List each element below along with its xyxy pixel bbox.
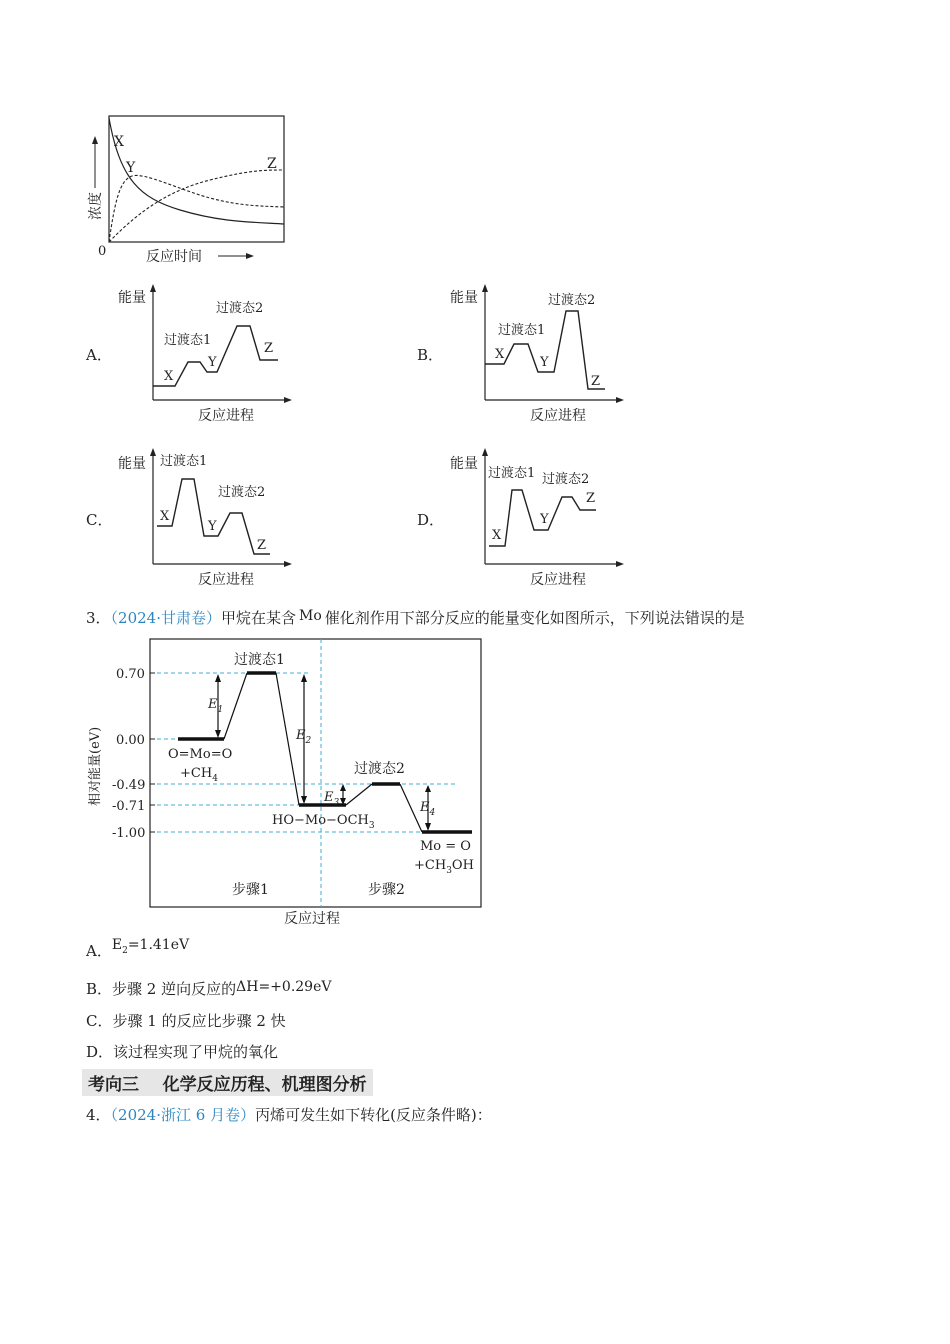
x-arrow-head <box>246 253 254 259</box>
label-x: X <box>114 134 124 150</box>
rise-ts1 <box>224 673 247 739</box>
mo-symbol: Mo <box>299 608 322 624</box>
product-label-2: $+CH_3OH$ <box>414 858 474 876</box>
relative-energy-chart <box>84 636 484 928</box>
option-letter: C． <box>86 1012 113 1030</box>
y-arrow-head <box>150 284 156 292</box>
question-text: 丙烯可发生如下转化(反应条件略)： <box>255 1106 492 1124</box>
arrow-e3-up <box>340 784 346 791</box>
curve-x <box>109 118 284 224</box>
tick-label-000: 0.00 <box>116 733 145 748</box>
option-b-letter: B． <box>417 346 444 364</box>
ts1-label: 过渡态1 <box>164 333 212 348</box>
option-d-diagram <box>442 446 642 591</box>
option-letter: D． <box>86 1043 114 1061</box>
label-e1: $E_1$ <box>208 697 224 715</box>
section-header: 考向三 化学反应历程、机理图分析 <box>82 1069 373 1096</box>
option-text: 步骤 2 逆向反应的 <box>112 980 237 998</box>
label-z: Z <box>586 491 596 506</box>
option-letter: A． <box>86 942 112 960</box>
ts2-label: 过渡态2 <box>354 761 405 777</box>
fall-product <box>400 784 422 832</box>
tick-label-100: -1.00 <box>112 826 146 841</box>
option-formula: $E_2=1.41eV$ <box>111 937 190 956</box>
step1-label: 步骤1 <box>232 882 269 898</box>
label-z: Z <box>264 341 274 356</box>
option-d-letter: D． <box>417 511 445 529</box>
question-text-a: 甲烷在某含 <box>221 609 297 627</box>
q3-option-c <box>86 1010 286 1031</box>
question-text-b: 催化剂作用下部分反应的能量变化如图所示，下列说法错误的是 <box>324 609 745 627</box>
option-b-diagram <box>442 282 642 427</box>
question-source: （2024·浙江 6 月卷） <box>110 1106 256 1124</box>
y-axis-label: 能量 <box>118 456 146 472</box>
label-z: Z <box>257 538 267 553</box>
x-axis-label: 反应进程 <box>198 572 254 588</box>
ts2-label: 过渡态2 <box>542 472 590 487</box>
q3-option-b <box>86 978 331 999</box>
label-x: X <box>492 528 502 543</box>
question-number: 4． <box>86 1106 111 1124</box>
tick-label-071: -0.71 <box>112 799 146 814</box>
x-arrow-head <box>284 561 292 567</box>
label-y: Y <box>126 160 136 176</box>
arrow-e1-down <box>215 730 221 738</box>
label-z: Z <box>267 156 277 172</box>
rise-ts2 <box>346 784 372 805</box>
y-arrow-head <box>92 136 98 144</box>
question-3 <box>86 607 745 628</box>
option-c-letter: C． <box>86 511 113 529</box>
x-arrow-head <box>284 397 292 403</box>
question-source: （2024·甘肃卷） <box>110 609 221 627</box>
label-e4: $E_4$ <box>420 800 436 818</box>
q3-option-d <box>86 1041 278 1062</box>
label-y: Y <box>208 519 217 534</box>
x-axis-label: 反应进程 <box>198 408 254 424</box>
origin-label: 0 <box>98 244 107 259</box>
label-x: X <box>495 347 505 362</box>
ts2-label: 过渡态2 <box>548 293 596 308</box>
option-text: 步骤 1 的反应比步骤 2 快 <box>112 1012 286 1030</box>
ts1-label: 过渡态1 <box>234 652 285 668</box>
y-arrow-head <box>150 448 156 456</box>
y-axis-label: 浓度 <box>88 192 104 220</box>
x-axis-label: 反应过程 <box>284 911 340 927</box>
y-axis-label: 能量 <box>450 456 478 472</box>
reactant-label-2: $+CH_4$ <box>180 766 218 784</box>
intermediate-label: $HO-Mo-OCH_3$ <box>272 813 375 831</box>
question-4 <box>86 1104 492 1125</box>
ts2-label: 过渡态2 <box>216 301 264 316</box>
label-x: X <box>160 509 170 524</box>
ts2-label: 过渡态2 <box>218 485 266 500</box>
label-e3: $E_3$ <box>324 790 340 808</box>
arrow-e2-down <box>301 796 307 804</box>
label-y: Y <box>540 512 549 527</box>
tick-label-049: -0.49 <box>112 778 146 793</box>
y-axis-label: 能量 <box>450 290 478 306</box>
option-c-diagram <box>110 446 310 591</box>
option-a-diagram <box>110 282 310 427</box>
arrow-e4-up <box>425 785 431 792</box>
tick-label-070: 0.70 <box>116 667 145 682</box>
arrow-e1-up <box>215 674 221 682</box>
ts1-label: 过渡态1 <box>488 466 536 481</box>
option-formula: ΔH=+0.29eV <box>236 979 332 995</box>
step2-label: 步骤2 <box>368 882 405 898</box>
x-axis-label: 反应进程 <box>530 572 586 588</box>
option-a-letter: A． <box>86 346 112 364</box>
label-z: Z <box>591 374 601 389</box>
label-e2: $E_2$ <box>296 728 312 746</box>
x-axis-label: 反应时间 <box>146 249 202 265</box>
y-axis-label: 相对能量(eV) <box>88 726 103 806</box>
arrow-e2-up <box>301 674 307 682</box>
question-number: 3． <box>86 609 111 627</box>
ts1-label: 过渡态1 <box>498 323 546 338</box>
y-arrow-head <box>482 284 488 292</box>
x-axis-label: 反应进程 <box>530 408 586 424</box>
y-axis-label: 能量 <box>118 290 146 306</box>
label-y: Y <box>540 355 549 370</box>
y-arrow-head <box>482 448 488 456</box>
arrow-e4-down <box>425 823 431 831</box>
option-text: 该过程实现了甲烷的氧化 <box>113 1043 279 1061</box>
q3-option-a <box>86 937 190 963</box>
label-y: Y <box>208 355 217 370</box>
label-x: X <box>164 369 174 384</box>
x-arrow-head <box>616 561 624 567</box>
ts1-label: 过渡态1 <box>160 454 208 469</box>
product-label: Mo = O <box>420 839 471 854</box>
option-letter: B． <box>86 980 113 998</box>
concentration-chart <box>80 110 300 270</box>
reactant-label: O=Mo=O <box>168 747 233 762</box>
x-arrow-head <box>616 397 624 403</box>
